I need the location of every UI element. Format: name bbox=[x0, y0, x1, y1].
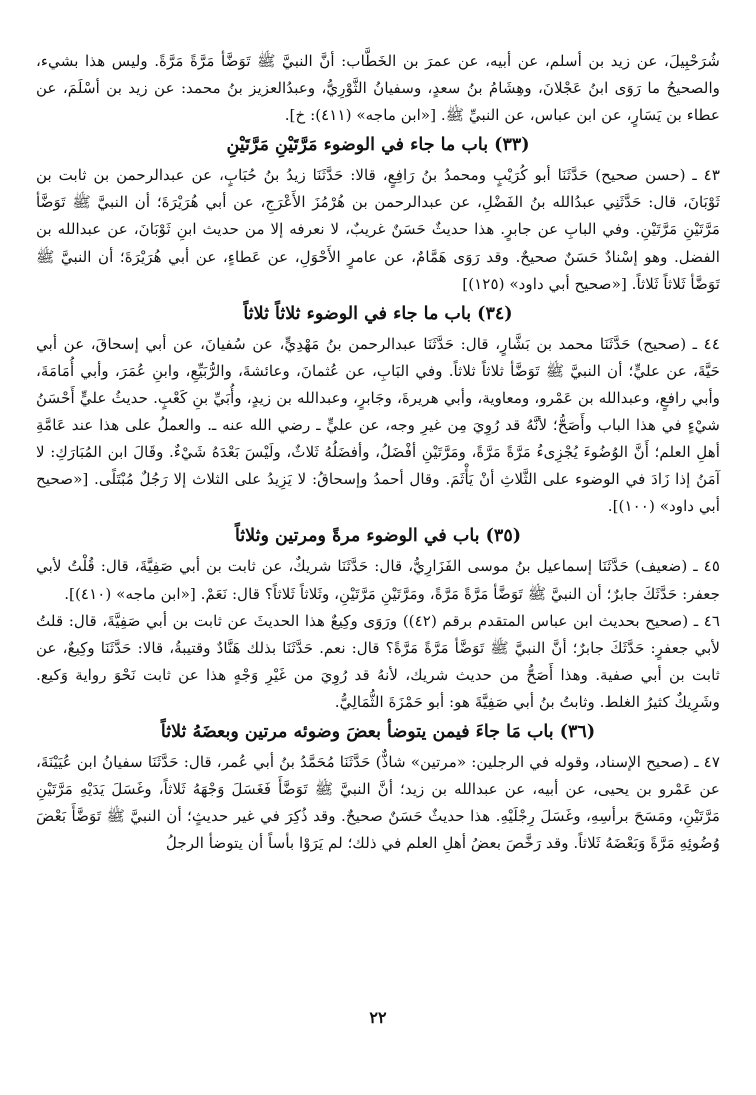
hadith-45: ٤٥ ـ (ضعيف) حَدَّثَنَا إسماعيل بنُ موسى الفَزَارِيُّ، قال: حَدَّثَنَا شريكٌ، عن ثابت بن أبي صَفِيَّةَ، قال: قُلْتُ لأبي جعفر: حَدَّثَكَ جابرٌ؛ أن النبيَّ ﷺ تَوَضَّأ مَرَّةً مَرَّةً، ومَرَّتَيْنِ مَرَّتَيْنِ، وثَلاثاً ثَلاثاً؟ قال: نَعَمْ. [«ابن ماجه» (٤١٠)]. bbox=[36, 557, 720, 603]
chapter-heading-34: (٣٤) باب ما جاء في الوضوء ثلاثاً ثلاثاً bbox=[243, 303, 513, 324]
hadith-46: ٤٦ ـ (صحيح بحديث ابن عباس المتقدم برقم (٤٢)) ورَوَى وكِيعٌ هذا الحديثَ عن ثابت بن أبي صَفِيَّةَ، قال: قلتُ لأبي جعفرٍ: حَدَّثَكَ جابرٌ؛ أنَّ النبيَّ ﷺ تَوَضَّأ مَرَّةً مَرَّةً؟ قال: نعم. حَدَّثَنَا بذلك هَنَّادٌ وقتيبةُ، قالا: حَدَّثَنَا وكِيعٌ، عن ثابت بن أبي صفية. وهذا أَصَحُّ من حديث شريك، لأنهُ قد رُوِيَ من غَيْرِ وَجْهٍ هذا عن ثابت نَحْوَ رواية وَكيع. وشَرِيكٌ كثيرُ الغلط. وثابتُ بنُ أبي صَفِيَّةَ هو: أبو حَمْزَةَ الثُّمَالِيُّ. bbox=[36, 611, 721, 711]
intro-paragraph: شُرَحْبِيلَ، عن زيد بن أسلم، عن أبيه، عن عمرَ بن الخَطَّاب: أنَّ النبيَّ ﷺ تَوَضَّأ مَرَّةً مَرَّةً. وليس هذا بشيء، والصحيحُ ما رَوَى ابنُ عَجْلانَ، وهِشَامُ بنُ سعدٍ، وسفيانُ الثَّوْرِيُّ، وعبدُالعزيز بنُ محمد: عن زيد بن أسْلَمَ، عن عطاء بن يَسَارٍ، عن ابن عباس، عن النبيِّ ﷺ. [«ابن ماجه» (٤١١): خ]. bbox=[36, 52, 720, 125]
page-content bbox=[36, 48, 720, 857]
hadith-47: ٤٧ ـ (صحيح الإسناد، وقوله في الرجلين: «مرتين» شاذٌّ) حَدَّثَنَا مُحَمَّدُ بنُ أبي عُمر، قال: حَدَّثَنَا سفيانُ ابن عُيَيْنَةَ، عن عَمْرو بن يحيى، عن أبيه، عن عبدالله بن زيد؛ أنَّ النبيَّ ﷺ تَوَضَّأَ فَغَسَلَ وَجْهَهُ ثَلاثاً، وغَسَلَ يَدَيْهِ مَرَّتَيْنِ مَرَّتَيْنِ، ومَسَحَ برأسِهِ، وغَسَلَ رِجْلَيْهِ. هذا حديثٌ حَسَنٌ صحيحٌ. وقد ذُكِرَ في غير حديثٍ؛ أن النبيَّ ﷺ تَوَضَّأَ بَعْضَ وُضُوئِهِ مَرَّةً وَبَعْضَهُ ثَلاثاً. وقد رَخَّصَ بعضُ أهلِ العلم في ذلك؛ لم يَرَوْا بأساً أن يتوضأ الرجلُ bbox=[36, 752, 720, 853]
hadith-44: ٤٤ ـ (صحيح) حَدَّثَنَا محمد بن بَشَّارٍ، قال: حَدَّثَنَا عبدالرحمن بنُ مَهْدِيٍّ، عن سُفيانَ، عن أبي إسحاقَ، عن أبي حَيَّةَ، عن عليٍّ؛ أن النبيَّ ﷺ تَوَضَّأ ثلاثاً ثلاثاً. وفي البَابِ، عن عُثمانَ، وعائشةَ، والرُّبَيِّعِ، وابنِ عُمَرَ، وأبي أُمَامَةَ، وأبي رافعٍ، وعبدالله بن عَمْرو، ومعاوية، وأبي هريرةَ، وجَابرٍ، وعبدالله بن زيدٍ، وأُبَيِّ بنِ كَعْبٍ. حديثُ عليٍّ أَحْسَنُ شيْءٍ في هذا الباب وأَصَحُّ؛ لأنَّهُ قد رُوِيَ مِن غيرِ وجه، عن عليٍّ ـ رضي الله عنه ـ. والعملُ على هذا عند عَامَّةِ أهلِ العلم؛ أَنَّ الوُضُوءَ يُجْزِىءُ مَرَّةً مَرَّةً، ومَرَّتَيْنِ أفْضَلُ، وأفضَلُهُ ثَلاثٌ، ولَيْسَ بَعْدَهُ شَيْءٌ. وقَالَ ابن المُبَارَكِ: لا آمَنُ إذا زَادَ في الوضوء على الثَّلاثِ أنْ يَأْثَمَ. وقال أحمدُ وإسحاقُ: لا يَزِيدُ على الثلاث إلا رَجُلٌ مُبْتَلًى. [«صحيح أبي داود» (١٠٠)]. bbox=[36, 334, 720, 516]
hadith-43: ٤٣ ـ (حسن صحيح) حَدَّثَنَا أبو كُرَيْبٍ ومحمدُ بنُ رَافِعٍ، قالا: حَدَّثَنَا زيدُ بنُ حُبَابٍ، عن عبدالرحمن بن ثابت بن ثَوْبَانَ، قال: حَدَّثَنِي عبدُالله بنُ الفَضْلِ، عن عبدالرحمن بن هُرْمُزَ الأَعْرَجِ، عن أبي هُرَيْرَةَ؛ أن النبيَّ ﷺ تَوَضَّأ مَرَّتَيْنِ مَرَّتَيْنِ. وفي البابِ عن جابرٍ. هذا حديثٌ حَسَنٌ غريبٌ، لا نعرفه إلا من حديث ابنِ ثَوْبَانَ، عن عبدالله بن الفضل. وهو إسْنادٌ حَسَنٌ صحيحٌ. وقد رَوَى هَمَّامٌ، عن عامرٍ الأَحْوَلِ، عن عَطاءٍ، عن أبي هُرَيْرَةَ؛ أن النبيَّ ﷺ تَوَضَّأ ثَلاثاً ثَلاثاً. [«صحيح أبي داود» (١٢٥)] bbox=[36, 166, 720, 293]
page-number: ٢٢ bbox=[369, 1008, 387, 1027]
chapter-heading-36: (٣٦) باب مَا جاءَ فيمن يتوضأ بعضَ وضوئه مرتين وبعضَهُ ثلاثاً bbox=[160, 721, 596, 742]
chapter-heading-33: (٣٣) باب ما جاء في الوضوء مَرَّتَيْنِ مَرَّتَيْنِ bbox=[226, 135, 530, 156]
chapter-heading-35: (٣٥) باب في الوضوء مرةً ومرتين وثلاثاً bbox=[234, 526, 522, 547]
